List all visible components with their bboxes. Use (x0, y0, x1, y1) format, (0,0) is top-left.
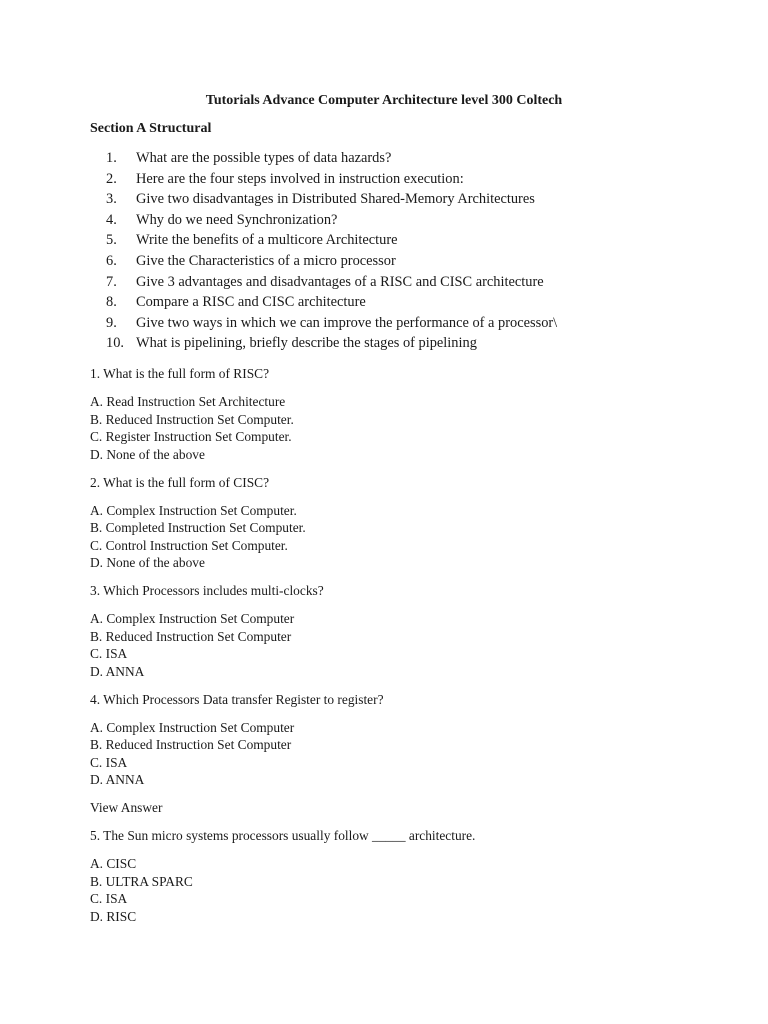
question-text: Give two ways in which we can improve the performance of a processor\ (136, 314, 558, 331)
mcq-option: D. None of the above (90, 446, 205, 462)
structural-question (106, 230, 666, 251)
question-text: Give 3 advantages and disadvantages of a RISC and CISC architecture (136, 273, 544, 290)
mcq-question: 1. What is the full form of RISC? (90, 366, 270, 381)
structural-question (106, 333, 666, 354)
structural-question (106, 251, 666, 272)
question-text: Write the benefits of a multicore Architecture (136, 232, 398, 249)
question-number: 5. (106, 232, 117, 249)
question-number: 10. (106, 335, 124, 352)
structural-question (106, 189, 666, 210)
mcq-option: A. Complex Instruction Set Computer (90, 719, 295, 735)
document-title: Tutorials Advance Computer Architecture level 300 Coltech (205, 93, 563, 108)
question-number: 7. (106, 273, 117, 290)
question-number: 4. (106, 211, 117, 228)
mcq-option: B. Completed Instruction Set Computer. (90, 520, 306, 535)
question-number: 1. (106, 150, 117, 166)
question-text: What is pipelining, briefly describe the stages of pipelining (136, 335, 477, 352)
question-number: 6. (106, 252, 117, 269)
mcq-question: 3. Which Processors includes multi-clocks? (90, 583, 324, 598)
mcq-option: C. Register Instruction Set Computer. (90, 429, 292, 444)
mcq-option: A. Complex Instruction Set Computer (90, 611, 295, 626)
mcq-option: C. ISA (90, 754, 128, 770)
mcq-option: A. Complex Instruction Set Computer. (90, 502, 297, 518)
mcq-options (90, 502, 710, 572)
question-text: Compare a RISC and CISC architecture (136, 294, 366, 311)
mcq-question: 4. Which Processors Data transfer Register to register? (90, 691, 384, 707)
mcq-option: B. Reduced Instruction Set Computer (90, 628, 292, 644)
mcq-question: 2. What is the full form of CISC? (90, 474, 270, 490)
structural-question (106, 272, 666, 293)
question-text: Give two disadvantages in Distributed Shared-Memory Architectures (136, 191, 535, 208)
mcq-option: C. Control Instruction Set Computer. (90, 537, 288, 553)
structural-question (106, 169, 666, 190)
structural-question (106, 313, 666, 334)
question-number: 9. (106, 314, 117, 331)
mcq-option: D. ANNA (90, 663, 145, 679)
mcq-options (90, 610, 710, 680)
mcq-option: C. ISA (90, 646, 128, 661)
mcq-question: 5. The Sun micro systems processors usually follow _____ architecture. (90, 828, 476, 843)
question-text: Give the Characteristics of a micro processor (136, 252, 396, 269)
mcq-section (90, 365, 710, 936)
mcq-options (90, 855, 710, 925)
structural-question (106, 210, 666, 231)
mcq-option: C. ISA (90, 891, 128, 906)
question-number: 8. (106, 294, 117, 311)
mcq-option: B. ULTRA SPARC (90, 873, 193, 889)
mcq-option: A. Read Instruction Set Architecture (90, 394, 286, 409)
mcq-options (90, 719, 710, 789)
view-answer-text: View Answer (90, 800, 163, 815)
mcq-option: D. None of the above (90, 555, 205, 570)
structural-question (106, 292, 666, 313)
question-text: What are the possible types of data hazards? (136, 150, 392, 166)
mcq-options (90, 393, 710, 463)
question-number: 2. (106, 170, 117, 187)
structural-question-list (106, 148, 666, 354)
mcq-option: A. CISC (90, 856, 137, 871)
mcq-option: D. RISC (90, 908, 137, 924)
section-title: Section A Structural (90, 121, 212, 136)
mcq-option: D. ANNA (90, 772, 145, 787)
question-text: Why do we need Synchronization? (136, 211, 338, 228)
structural-question (106, 148, 666, 169)
question-text: Here are the four steps involved in instruction execution: (136, 170, 464, 187)
mcq-option: B. Reduced Instruction Set Computer (90, 737, 292, 752)
question-number: 3. (106, 191, 117, 208)
mcq-option: B. Reduced Instruction Set Computer. (90, 411, 294, 427)
